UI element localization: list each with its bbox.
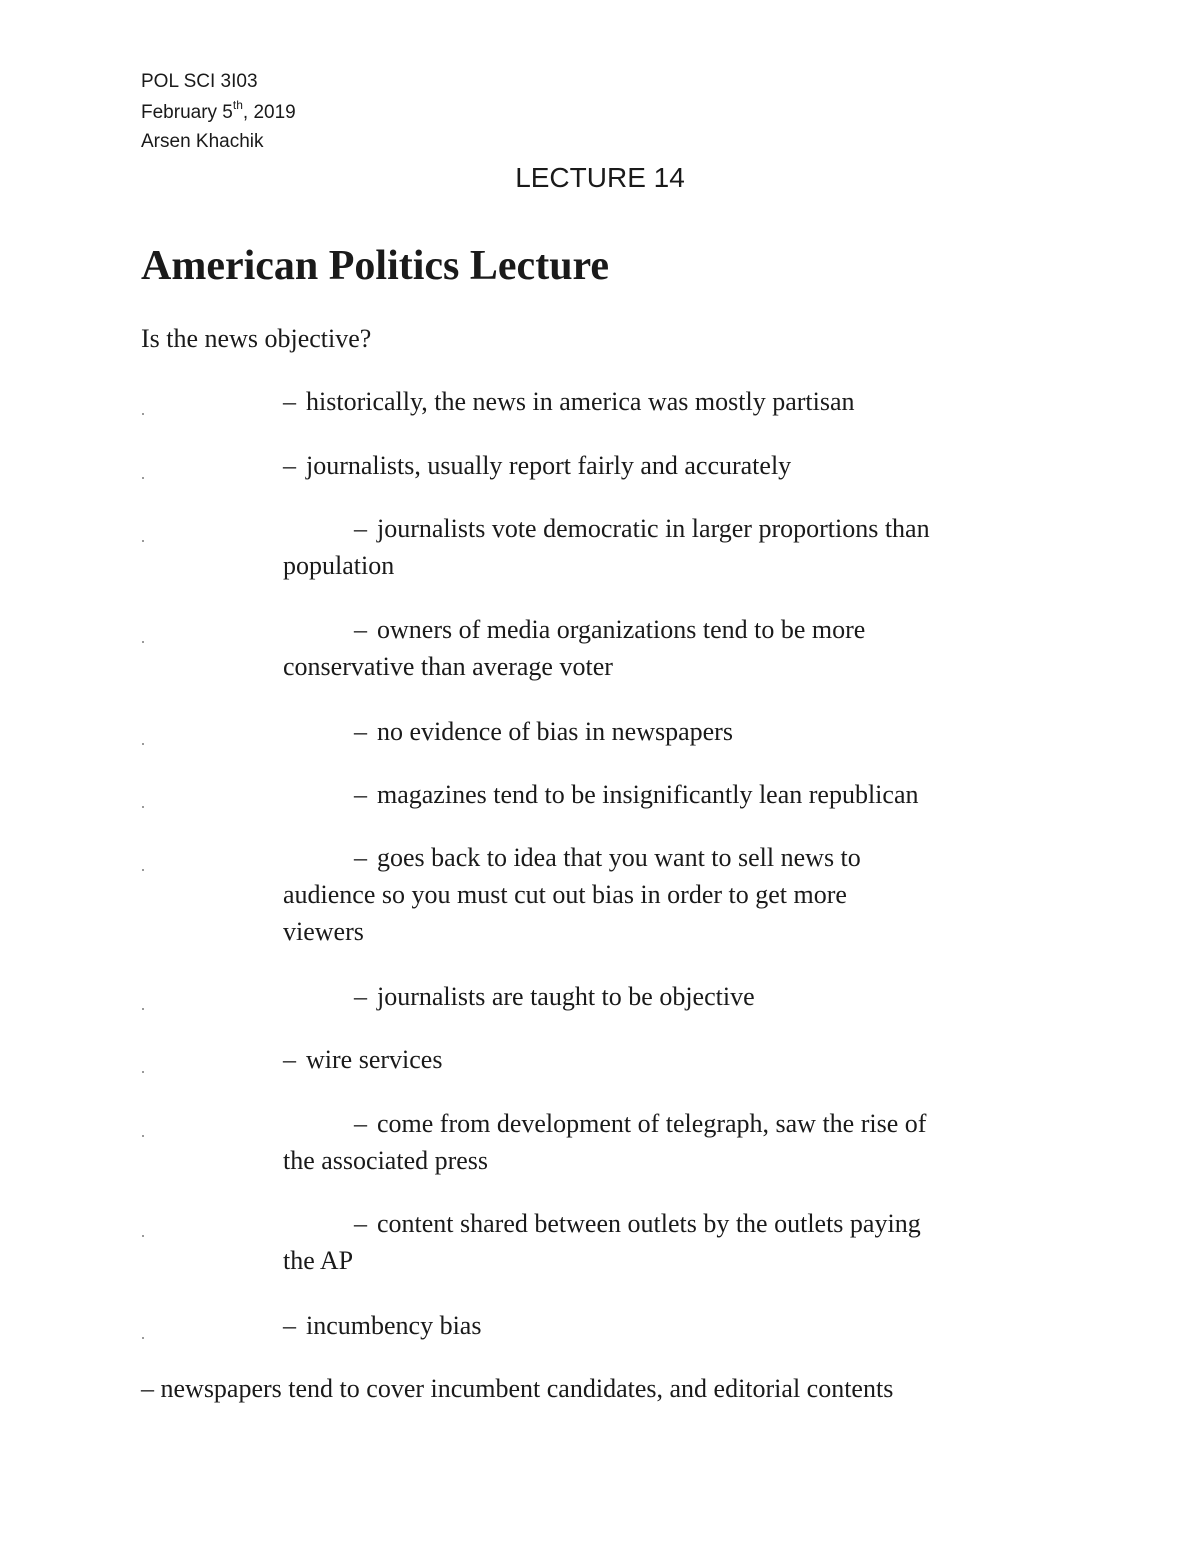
dash-bullet: – [354, 843, 367, 872]
document-title: American Politics Lecture [141, 243, 610, 289]
bullet-marker [142, 540, 144, 542]
note-item [283, 1205, 921, 1279]
note-text: come from development of telegraph, saw the rise of [377, 1109, 927, 1138]
note-text: wire services [306, 1045, 443, 1074]
bullet-marker [142, 1135, 144, 1137]
note-text: goes back to idea that you want to sell news to [377, 843, 861, 872]
dash-bullet: – [354, 717, 367, 746]
note-item [283, 611, 866, 685]
note-item [283, 1105, 927, 1179]
section-question: Is the news objective? [141, 324, 372, 353]
note-item [354, 776, 918, 813]
date-year: , 2019 [242, 102, 296, 123]
bullet-marker [142, 413, 144, 415]
dash-bullet: – [354, 1109, 367, 1138]
dash-bullet: – [354, 514, 367, 543]
note-text: no evidence of bias in newspapers [377, 717, 733, 746]
date-ordinal-suffix: th [232, 97, 243, 112]
dash-bullet: – [283, 1045, 296, 1074]
bullet-marker [142, 806, 144, 808]
bullet-marker [142, 641, 144, 643]
note-text: journalists, usually report fairly and accurately [306, 451, 792, 480]
note-item [283, 1307, 481, 1344]
note-text: journalists are taught to be objective [377, 982, 755, 1011]
dash-bullet: – [283, 387, 296, 416]
dash-bullet: – [354, 982, 367, 1011]
bullet-marker [142, 1235, 144, 1237]
bullet-marker [142, 477, 144, 479]
note-text-continued: the AP [283, 1246, 354, 1275]
dash-bullet: – [354, 780, 367, 809]
lecture-number: LECTURE 14 [515, 162, 685, 193]
note-text: magazines tend to be insignificantly lean republican [377, 780, 919, 809]
dash-bullet: – [283, 1311, 296, 1340]
note-text: owners of media organizations tend to be more [377, 615, 866, 644]
note-item [283, 383, 855, 420]
note-item [354, 713, 733, 750]
note-item [283, 1041, 442, 1078]
bullet-marker [142, 1071, 144, 1073]
note-text-continued: the associated press [283, 1146, 489, 1175]
bullet-marker [142, 743, 144, 745]
note-text: incumbency bias [306, 1311, 482, 1340]
note-text-continued: conservative than average voter [283, 652, 613, 681]
course-code: POL SCI 3I03 [141, 71, 258, 92]
note-item [283, 839, 861, 950]
note-item [283, 510, 930, 584]
bullet-marker [142, 1008, 144, 1010]
dash-bullet: – [354, 615, 367, 644]
note-text: journalists vote democratic in larger proportions than [377, 514, 930, 543]
author-name: Arsen Khachik [141, 131, 264, 152]
bullet-marker [142, 869, 144, 871]
final-note-line: – newspapers tend to cover incumbent candidates, and editorial contents [141, 1374, 894, 1403]
note-text: content shared between outlets by the outlets paying [377, 1209, 921, 1238]
bullet-marker [142, 1337, 144, 1339]
note-text: historically, the news in america was mostly partisan [306, 387, 855, 416]
note-text-continued: audience so you must cut out bias in order to get more [283, 880, 847, 909]
note-item [283, 447, 791, 484]
note-text-continued: viewers [283, 917, 364, 946]
note-item [354, 978, 755, 1015]
date-prefix: February 5 [141, 102, 233, 123]
dash-bullet: – [283, 451, 296, 480]
dash-bullet: – [354, 1209, 367, 1238]
note-text-continued: population [283, 551, 395, 580]
lecture-date [141, 97, 296, 125]
